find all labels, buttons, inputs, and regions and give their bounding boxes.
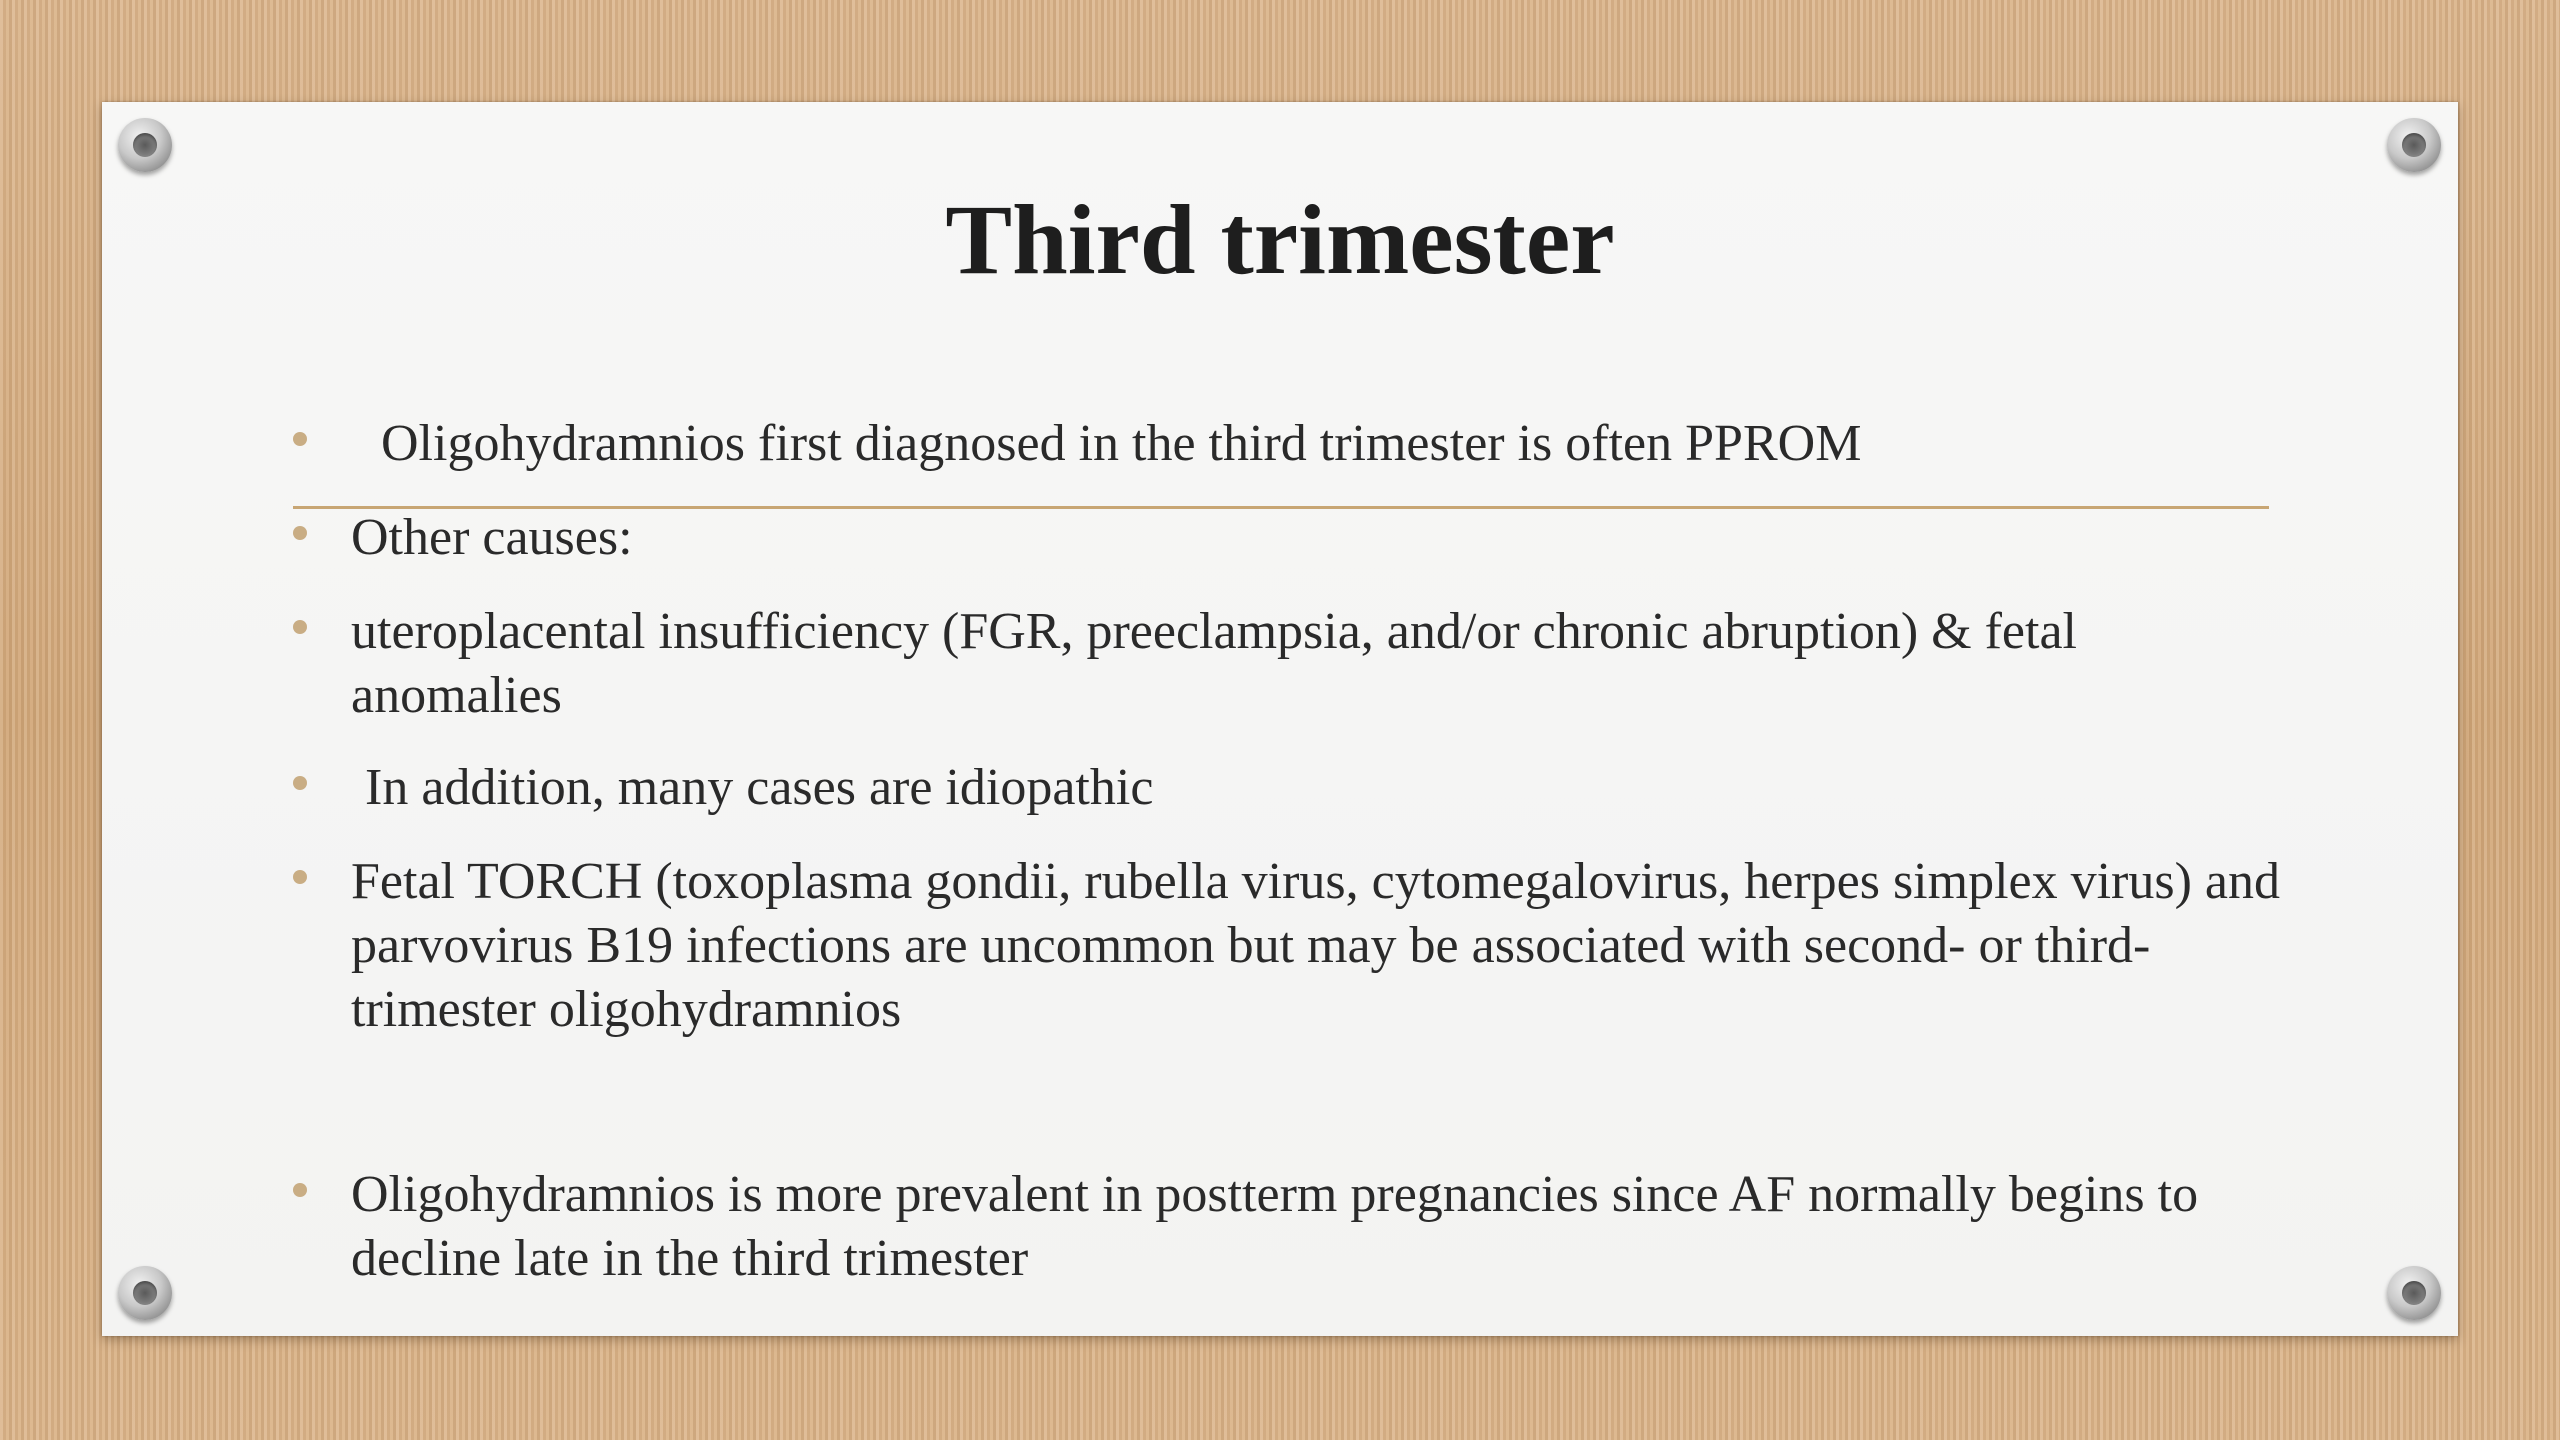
bullet-item (293, 600, 2283, 728)
bullet-text: In addition, many cases are idiopathic (365, 759, 1154, 816)
bullet-icon (293, 620, 307, 634)
bullet-item (293, 850, 2283, 1042)
bullet-text: uteroplacental insufficiency (FGR, preeclampsia, and/or chronic abruption) & fetal anomalies (351, 603, 2077, 724)
bullet-item (293, 412, 2283, 476)
bullet-item (293, 756, 2283, 820)
pin-icon (118, 1266, 172, 1320)
pin-icon (118, 118, 172, 172)
slide-title: Third trimester (945, 184, 1615, 295)
bullet-text: Fetal TORCH (toxoplasma gondii, rubella virus, cytomegalovirus, herpes simplex virus) and parvovirus B19 infections are uncommon but may be associated with second- or third-trimester oligohydramnios (351, 853, 2281, 1038)
bullet-item (293, 1163, 2283, 1291)
bullet-text: Oligohydramnios is more prevalent in postterm pregnancies since AF normally begins to decline late in the third trimester (351, 1166, 2199, 1287)
bullet-icon (293, 870, 307, 884)
bullet-text: Oligohydramnios first diagnosed in the third trimester is often PPROM (381, 415, 1862, 472)
bullet-icon (293, 526, 307, 540)
bullet-icon (293, 432, 307, 446)
bullet-icon (293, 1183, 307, 1197)
pin-icon (2387, 1266, 2441, 1320)
bullet-item (293, 506, 2283, 570)
bullet-icon (293, 776, 307, 790)
pin-icon (2387, 118, 2441, 172)
bullet-text: Other causes: (351, 509, 633, 566)
